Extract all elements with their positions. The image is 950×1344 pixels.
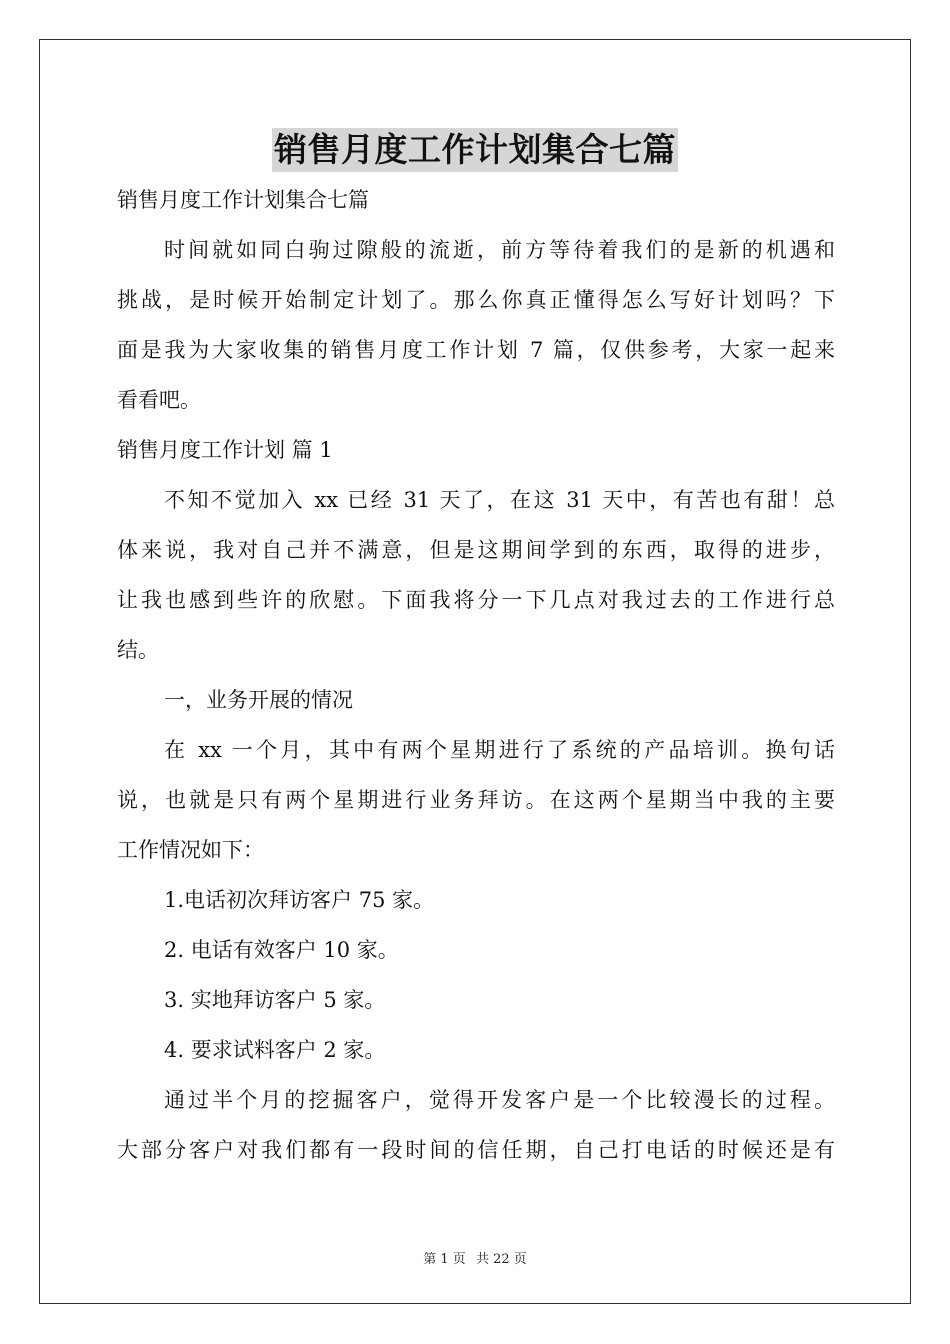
paragraph-line: 不知不觉加入 xx 已经 31 天了，在这 31 天中，有苦也有甜！总 <box>164 488 835 512</box>
list-item: 1.电话初次拜访客户 75 家。 <box>164 888 435 912</box>
section-heading: 销售月度工作计划 篇 1 <box>117 438 333 462</box>
list-item: 4. 要求试料客户 2 家。 <box>164 1038 386 1062</box>
paragraph-line: 说，也就是只有两个星期进行业务拜访。在这两个星期当中我的主要 <box>117 788 835 812</box>
paragraph-line: 体来说，我对自己并不满意，但是这期间学到的东西，取得的进步， <box>117 538 835 562</box>
subtitle-line: 销售月度工作计划集合七篇 <box>117 188 369 212</box>
paragraph-line: 在 xx 一个月，其中有两个星期进行了系统的产品培训。换句话 <box>164 738 835 762</box>
paragraph-line: 时间就如同白驹过隙般的流逝，前方等待着我们的是新的机遇和 <box>164 238 835 262</box>
paragraph-line: 通过半个月的挖掘客户，觉得开发客户是一个比较漫长的过程。 <box>164 1088 835 1112</box>
list-item: 3. 实地拜访客户 5 家。 <box>164 988 386 1012</box>
paragraph-line: 工作情况如下： <box>117 838 264 862</box>
paragraph-line: 看看吧。 <box>117 388 201 412</box>
page-footer <box>0 1248 950 1267</box>
list-item: 2. 电话有效客户 10 家。 <box>164 938 399 962</box>
title-wrap <box>0 128 950 172</box>
paragraph-line: 让我也感到些许的欣慰。下面我将分一下几点对我过去的工作进行总 <box>117 588 835 612</box>
subsection-heading: 一，业务开展的情况 <box>164 688 353 712</box>
paragraph-line: 结。 <box>117 638 159 662</box>
page-total: 共 22 页 <box>475 1252 527 1267</box>
document-body <box>117 175 835 1175</box>
paragraph-line: 大部分客户对我们都有一段时间的信任期，自己打电话的时候还是有 <box>117 1138 835 1162</box>
paragraph-line: 面是我为大家收集的销售月度工作计划 7 篇，仅供参考，大家一起来 <box>117 338 835 362</box>
paragraph-line: 挑战，是时候开始制定计划了。那么你真正懂得怎么写好计划吗？下 <box>117 288 835 312</box>
page-number: 第 1 页 <box>423 1252 466 1267</box>
document-title: 销售月度工作计划集合七篇 <box>272 128 678 172</box>
